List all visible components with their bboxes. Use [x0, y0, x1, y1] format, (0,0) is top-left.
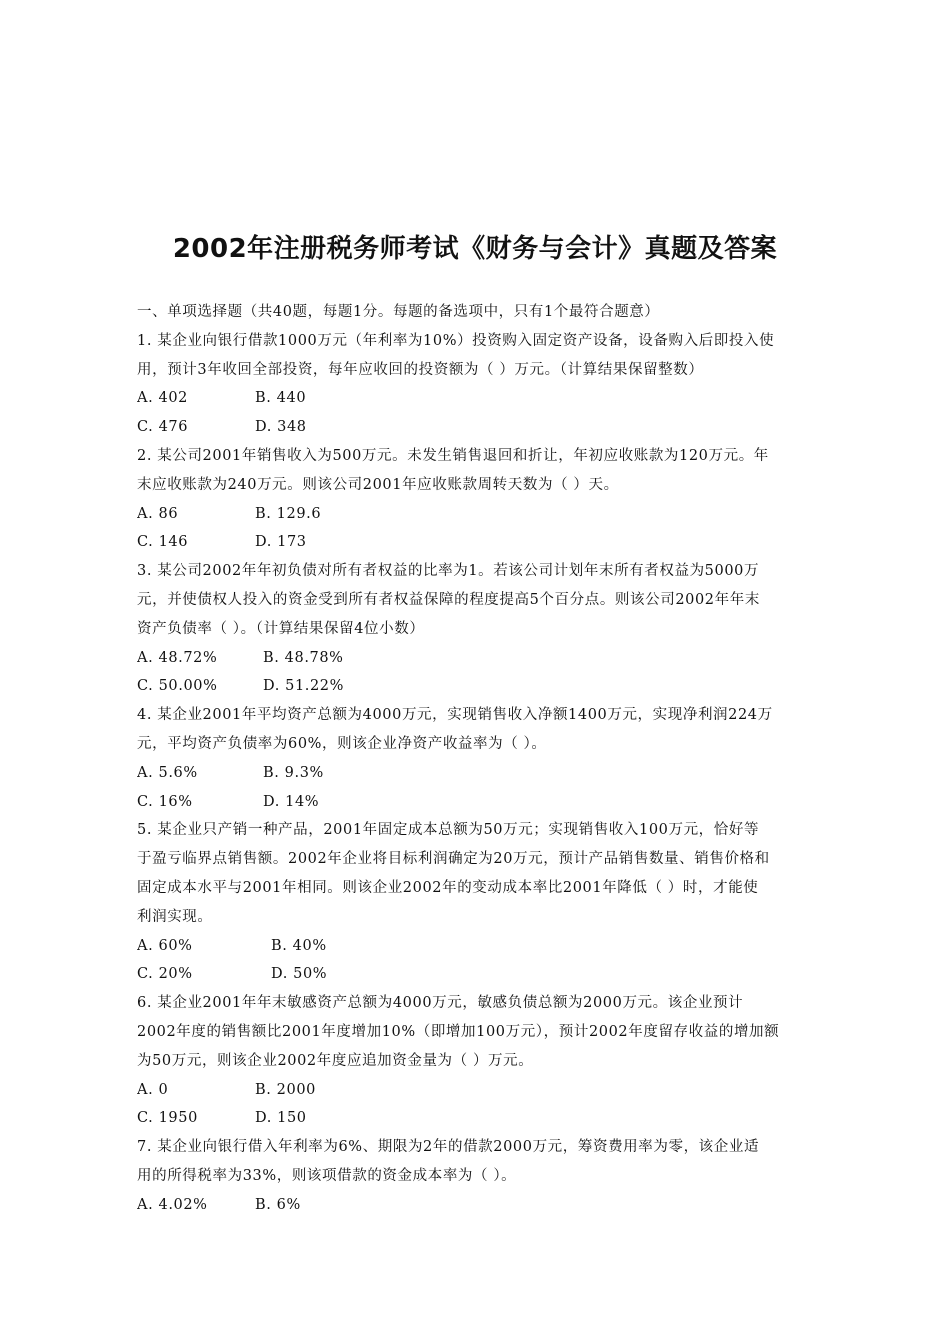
question-text-line: 元，并使债权人投入的资金受到所有者权益保障的程度提高5个百分点。则该公司2002年年末	[137, 591, 760, 608]
document-title: 2002年注册税务师考试《财务与会计》真题及答案	[172, 234, 778, 264]
question-text-line: 1. 某企业向银行借款1000万元（年利率为10%）投资购入固定资产设备，设备购入后即投入使	[137, 332, 775, 349]
option-row	[137, 672, 837, 701]
question-6	[137, 989, 837, 1133]
answer-option: D. 150	[255, 1110, 307, 1127]
question-text-line: 末应收账款为240万元。则该公司2001年应收账款周转天数为（ ）天。	[137, 476, 619, 493]
answer-option: C. 20%	[137, 966, 193, 983]
question-text-line: 5. 某企业只产销一种产品，2001年固定成本总额为50万元；实现销售收入100万元，恰好等	[137, 822, 760, 839]
option-row	[137, 932, 837, 961]
answer-option: C. 16%	[137, 793, 193, 810]
question-2	[137, 442, 837, 557]
option-row	[137, 413, 837, 442]
answer-option: D. 173	[255, 534, 307, 551]
section-heading: 一、单项选择题（共40题，每题1分。每题的备选项中，只有1个最符合题意）	[137, 304, 660, 320]
question-5	[137, 816, 837, 989]
question-text-line: 7. 某企业向银行借入年利率为6%、期限为2年的借款2000万元，筹资费用率为零，该企业适	[137, 1139, 760, 1156]
option-row	[137, 528, 837, 557]
answer-option: A. 402	[137, 390, 188, 407]
answer-option: D. 51.22%	[263, 678, 345, 695]
answer-option: A. 0	[137, 1081, 169, 1098]
question-text-line: 利润实现。	[137, 908, 213, 925]
question-text-line: 元，平均资产负债率为60%，则该企业净资产收益率为（ ）。	[137, 735, 547, 752]
answer-option: A. 86	[137, 505, 179, 522]
question-text-line: 用，预计3年收回全部投资，每年应收回的投资额为（ ）万元。（计算结果保留整数）	[137, 361, 704, 378]
question-3	[137, 557, 837, 701]
answer-option: A. 48.72%	[137, 649, 218, 666]
option-row	[137, 500, 837, 529]
answer-option: C. 476	[137, 419, 189, 436]
option-row	[137, 960, 837, 989]
answer-option: A. 60%	[137, 937, 193, 954]
question-text-line: 于盈亏临界点销售额。2002年企业将目标利润确定为20万元，预计产品销售数量、销售价格和	[137, 851, 770, 868]
question-text-line: 3. 某公司2002年年初负债对所有者权益的比率为1。若该公司计划年末所有者权益为5000万	[137, 563, 760, 580]
question-text-line: 4. 某企业2001年平均资产总额为4000万元，实现销售收入净额1400万元，实现净利润224万	[137, 707, 773, 724]
answer-option: B. 6%	[255, 1196, 301, 1213]
option-row	[137, 1191, 837, 1220]
question-1	[137, 327, 837, 442]
question-text-line: 固定成本水平与2001年相同。则该企业2002年的变动成本率比2001年降低（ ）时，才能使	[137, 879, 759, 896]
answer-option: A. 5.6%	[137, 764, 198, 781]
option-row	[137, 759, 837, 788]
answer-option: D. 348	[255, 419, 307, 436]
answer-option: C. 1950	[137, 1110, 198, 1127]
answer-option: B. 440	[255, 390, 307, 407]
option-row	[137, 1104, 837, 1133]
answer-option: B. 9.3%	[263, 764, 324, 781]
answer-option: B. 129.6	[255, 505, 322, 522]
answer-option: A. 4.02%	[137, 1196, 208, 1213]
option-row	[137, 384, 837, 413]
answer-option: D. 50%	[271, 966, 328, 983]
option-row	[137, 644, 837, 673]
question-7	[137, 1133, 837, 1219]
question-4	[137, 701, 837, 816]
answer-option: B. 40%	[271, 937, 327, 954]
answer-option: B. 2000	[255, 1081, 316, 1098]
question-text-line: 6. 某企业2001年年末敏感资产总额为4000万元，敏感负债总额为2000万元。该企业预计	[137, 995, 744, 1012]
question-text-line: 2. 某公司2001年销售收入为500万元。未发生销售退回和折让，年初应收账款为120万元。年	[137, 447, 769, 464]
question-text-line: 2002年度的销售额比2001年度增加10%（即增加100万元），预计2002年度留存收益的增加额	[137, 1023, 780, 1040]
answer-option: C. 50.00%	[137, 678, 218, 695]
option-row	[137, 788, 837, 817]
question-text-line: 用的所得税率为33%，则该项借款的资金成本率为（ ）。	[137, 1167, 517, 1184]
question-text-line: 资产负债率（ ）。（计算结果保留4位小数）	[137, 620, 425, 637]
answer-option: C. 146	[137, 534, 189, 551]
question-text-line: 为50万元，则该企业2002年度应追加资金量为（ ）万元。	[137, 1052, 534, 1069]
option-row	[137, 1076, 837, 1105]
document-body	[137, 298, 837, 1220]
answer-option: D. 14%	[263, 793, 320, 810]
answer-option: B. 48.78%	[263, 649, 344, 666]
